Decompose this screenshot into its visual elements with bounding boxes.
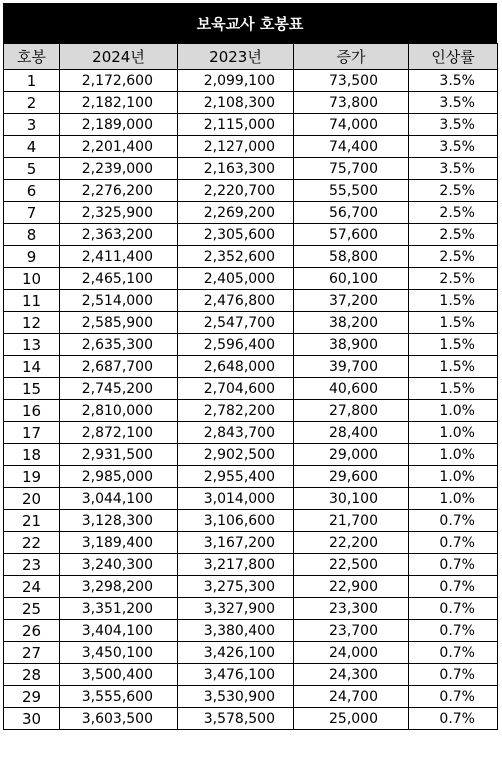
cell-rate: 0.7%: [409, 510, 498, 532]
cell-2024-salary: 3,555,600: [60, 686, 178, 708]
cell-rate: 0.7%: [409, 598, 498, 620]
cell-step: 7: [4, 202, 60, 224]
cell-2024-salary: 2,687,700: [60, 356, 178, 378]
cell-step: 18: [4, 444, 60, 466]
header-rate: 인상률: [409, 44, 498, 70]
cell-increase: 29,600: [294, 466, 409, 488]
salary-table-sheet: [3, 3, 497, 730]
cell-increase: 30,100: [294, 488, 409, 510]
cell-2023-salary: 2,596,400: [178, 334, 294, 356]
cell-2023-salary: 3,106,600: [178, 510, 294, 532]
cell-rate: 2.5%: [409, 180, 498, 202]
cell-increase: 25,000: [294, 708, 409, 730]
cell-2024-salary: 3,450,100: [60, 642, 178, 664]
salary-step-table: [3, 43, 498, 730]
table-row: [4, 268, 498, 290]
cell-step: 22: [4, 532, 60, 554]
cell-2024-salary: 2,276,200: [60, 180, 178, 202]
cell-2023-salary: 2,476,800: [178, 290, 294, 312]
cell-increase: 28,400: [294, 422, 409, 444]
cell-rate: 2.5%: [409, 224, 498, 246]
header-step: 호봉: [4, 44, 60, 70]
cell-2024-salary: 3,298,200: [60, 576, 178, 598]
cell-step: 13: [4, 334, 60, 356]
cell-increase: 37,200: [294, 290, 409, 312]
cell-2024-salary: 2,985,000: [60, 466, 178, 488]
table-row: [4, 422, 498, 444]
header-increase: 증가: [294, 44, 409, 70]
table-row: [4, 686, 498, 708]
cell-step: 24: [4, 576, 60, 598]
cell-rate: 0.7%: [409, 576, 498, 598]
cell-step: 23: [4, 554, 60, 576]
cell-2024-salary: 3,044,100: [60, 488, 178, 510]
cell-step: 26: [4, 620, 60, 642]
cell-step: 25: [4, 598, 60, 620]
table-row: [4, 554, 498, 576]
table-row: [4, 620, 498, 642]
cell-2023-salary: 2,405,000: [178, 268, 294, 290]
cell-2024-salary: 2,239,000: [60, 158, 178, 180]
table-row: [4, 70, 498, 92]
cell-rate: 0.7%: [409, 642, 498, 664]
table-row: [4, 224, 498, 246]
cell-2024-salary: 3,500,400: [60, 664, 178, 686]
cell-increase: 75,700: [294, 158, 409, 180]
cell-rate: 0.7%: [409, 686, 498, 708]
cell-step: 10: [4, 268, 60, 290]
cell-2024-salary: 2,363,200: [60, 224, 178, 246]
cell-rate: 3.5%: [409, 70, 498, 92]
cell-step: 3: [4, 114, 60, 136]
cell-2024-salary: 2,325,900: [60, 202, 178, 224]
cell-increase: 73,800: [294, 92, 409, 114]
cell-increase: 22,500: [294, 554, 409, 576]
table-row: [4, 598, 498, 620]
cell-2023-salary: 2,547,700: [178, 312, 294, 334]
cell-rate: 0.7%: [409, 532, 498, 554]
cell-2023-salary: 2,305,600: [178, 224, 294, 246]
cell-increase: 57,600: [294, 224, 409, 246]
table-row: [4, 246, 498, 268]
table-row: [4, 356, 498, 378]
cell-2023-salary: 2,782,200: [178, 400, 294, 422]
table-row: [4, 400, 498, 422]
cell-2023-salary: 3,327,900: [178, 598, 294, 620]
cell-2024-salary: 2,872,100: [60, 422, 178, 444]
cell-step: 8: [4, 224, 60, 246]
cell-2023-salary: 2,127,000: [178, 136, 294, 158]
cell-2024-salary: 3,128,300: [60, 510, 178, 532]
cell-step: 12: [4, 312, 60, 334]
cell-2023-salary: 3,530,900: [178, 686, 294, 708]
cell-rate: 1.5%: [409, 356, 498, 378]
cell-rate: 0.7%: [409, 664, 498, 686]
table-row: [4, 92, 498, 114]
table-row: [4, 576, 498, 598]
header-2023: 2023년: [178, 44, 294, 70]
cell-increase: 74,000: [294, 114, 409, 136]
table-row: [4, 136, 498, 158]
cell-rate: 3.5%: [409, 92, 498, 114]
cell-increase: 22,900: [294, 576, 409, 598]
cell-rate: 1.0%: [409, 422, 498, 444]
table-row: [4, 334, 498, 356]
cell-increase: 24,300: [294, 664, 409, 686]
cell-2023-salary: 2,220,700: [178, 180, 294, 202]
cell-step: 14: [4, 356, 60, 378]
header-row: [4, 44, 498, 70]
cell-step: 1: [4, 70, 60, 92]
table-row: [4, 180, 498, 202]
table-row: [4, 642, 498, 664]
table-row: [4, 708, 498, 730]
cell-increase: 56,700: [294, 202, 409, 224]
cell-2024-salary: 3,240,300: [60, 554, 178, 576]
table-row: [4, 488, 498, 510]
cell-rate: 2.5%: [409, 268, 498, 290]
cell-rate: 0.7%: [409, 554, 498, 576]
cell-2023-salary: 2,704,600: [178, 378, 294, 400]
cell-2023-salary: 2,099,100: [178, 70, 294, 92]
cell-step: 11: [4, 290, 60, 312]
cell-rate: 1.5%: [409, 378, 498, 400]
cell-increase: 58,800: [294, 246, 409, 268]
cell-2023-salary: 2,352,600: [178, 246, 294, 268]
cell-step: 19: [4, 466, 60, 488]
cell-rate: 1.5%: [409, 312, 498, 334]
table-row: [4, 466, 498, 488]
cell-2024-salary: 2,172,600: [60, 70, 178, 92]
cell-increase: 74,400: [294, 136, 409, 158]
table-row: [4, 312, 498, 334]
cell-2024-salary: 2,201,400: [60, 136, 178, 158]
cell-rate: 1.0%: [409, 444, 498, 466]
cell-increase: 23,300: [294, 598, 409, 620]
cell-step: 21: [4, 510, 60, 532]
header-2024: 2024년: [60, 44, 178, 70]
cell-2024-salary: 2,465,100: [60, 268, 178, 290]
cell-2024-salary: 3,351,200: [60, 598, 178, 620]
table-row: [4, 444, 498, 466]
cell-increase: 39,700: [294, 356, 409, 378]
cell-rate: 3.5%: [409, 158, 498, 180]
cell-step: 30: [4, 708, 60, 730]
cell-2024-salary: 2,635,300: [60, 334, 178, 356]
cell-rate: 3.5%: [409, 136, 498, 158]
table-row: [4, 510, 498, 532]
cell-2023-salary: 3,014,000: [178, 488, 294, 510]
cell-increase: 29,000: [294, 444, 409, 466]
cell-step: 20: [4, 488, 60, 510]
cell-step: 2: [4, 92, 60, 114]
table-row: [4, 158, 498, 180]
cell-increase: 23,700: [294, 620, 409, 642]
cell-increase: 60,100: [294, 268, 409, 290]
cell-2023-salary: 3,578,500: [178, 708, 294, 730]
cell-step: 9: [4, 246, 60, 268]
cell-increase: 22,200: [294, 532, 409, 554]
cell-2024-salary: 2,931,500: [60, 444, 178, 466]
cell-2023-salary: 2,843,700: [178, 422, 294, 444]
cell-2023-salary: 3,217,800: [178, 554, 294, 576]
cell-2023-salary: 2,955,400: [178, 466, 294, 488]
table-row: [4, 114, 498, 136]
cell-increase: 27,800: [294, 400, 409, 422]
cell-increase: 24,700: [294, 686, 409, 708]
cell-2024-salary: 2,745,200: [60, 378, 178, 400]
cell-2024-salary: 2,585,900: [60, 312, 178, 334]
cell-step: 16: [4, 400, 60, 422]
cell-rate: 0.7%: [409, 708, 498, 730]
cell-2023-salary: 3,426,100: [178, 642, 294, 664]
cell-2024-salary: 2,182,100: [60, 92, 178, 114]
cell-rate: 0.7%: [409, 620, 498, 642]
cell-2024-salary: 3,404,100: [60, 620, 178, 642]
table-row: [4, 664, 498, 686]
cell-rate: 2.5%: [409, 202, 498, 224]
cell-step: 29: [4, 686, 60, 708]
cell-rate: 1.0%: [409, 400, 498, 422]
cell-2023-salary: 3,167,200: [178, 532, 294, 554]
cell-2023-salary: 2,108,300: [178, 92, 294, 114]
cell-rate: 1.5%: [409, 290, 498, 312]
cell-2023-salary: 2,902,500: [178, 444, 294, 466]
cell-rate: 2.5%: [409, 246, 498, 268]
table-row: [4, 378, 498, 400]
table-title: 보육교사 호봉표: [3, 3, 497, 43]
table-row: [4, 202, 498, 224]
cell-2024-salary: 2,189,000: [60, 114, 178, 136]
cell-2023-salary: 3,380,400: [178, 620, 294, 642]
cell-rate: 1.0%: [409, 488, 498, 510]
cell-step: 28: [4, 664, 60, 686]
cell-increase: 24,000: [294, 642, 409, 664]
cell-2024-salary: 3,603,500: [60, 708, 178, 730]
cell-increase: 40,600: [294, 378, 409, 400]
cell-2023-salary: 3,476,100: [178, 664, 294, 686]
cell-2023-salary: 2,648,000: [178, 356, 294, 378]
cell-2024-salary: 3,189,400: [60, 532, 178, 554]
cell-increase: 21,700: [294, 510, 409, 532]
cell-rate: 1.5%: [409, 334, 498, 356]
cell-2024-salary: 2,411,400: [60, 246, 178, 268]
cell-increase: 55,500: [294, 180, 409, 202]
table-header: [4, 44, 498, 70]
cell-step: 5: [4, 158, 60, 180]
cell-2023-salary: 3,275,300: [178, 576, 294, 598]
table-body: [4, 70, 498, 730]
cell-2024-salary: 2,810,000: [60, 400, 178, 422]
cell-step: 27: [4, 642, 60, 664]
cell-2023-salary: 2,269,200: [178, 202, 294, 224]
cell-step: 15: [4, 378, 60, 400]
cell-rate: 1.0%: [409, 466, 498, 488]
cell-2024-salary: 2,514,000: [60, 290, 178, 312]
cell-step: 4: [4, 136, 60, 158]
cell-increase: 38,200: [294, 312, 409, 334]
table-row: [4, 532, 498, 554]
cell-increase: 38,900: [294, 334, 409, 356]
cell-step: 6: [4, 180, 60, 202]
cell-increase: 73,500: [294, 70, 409, 92]
table-row: [4, 290, 498, 312]
cell-2023-salary: 2,115,000: [178, 114, 294, 136]
cell-2023-salary: 2,163,300: [178, 158, 294, 180]
cell-step: 17: [4, 422, 60, 444]
cell-rate: 3.5%: [409, 114, 498, 136]
